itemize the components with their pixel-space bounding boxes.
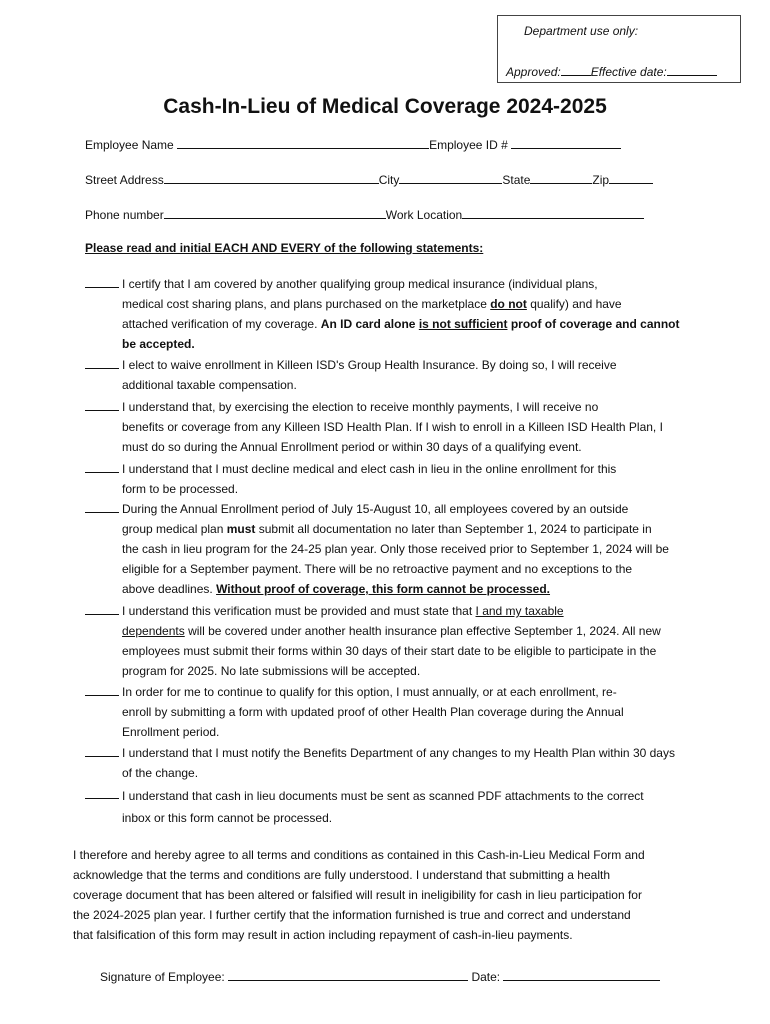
- emphasis-text: proof of coverage and cannot: [507, 317, 680, 331]
- phone-field[interactable]: [164, 206, 386, 219]
- statement-9-line: inbox or this form cannot be processed.: [122, 811, 333, 825]
- emphasis-text: be accepted.: [122, 337, 195, 351]
- statement-2-line: additional taxable compensation.: [122, 378, 297, 392]
- initial-field-6[interactable]: [85, 601, 119, 615]
- employee-id-field[interactable]: [511, 136, 621, 149]
- initial-field-2[interactable]: [85, 355, 119, 369]
- agreement-line: I therefore and hereby agree to all terms and conditions as contained in this Cash-in-Lieu Medical Form and: [73, 848, 645, 862]
- text-run: I understand this verification must be provided and must state that: [122, 604, 476, 618]
- statement-6-line: program for 2025. No late submissions will be accepted.: [122, 664, 421, 678]
- emphasis-text: An ID card alone: [320, 317, 419, 331]
- signature-row: [100, 968, 660, 984]
- signature-label: Signature of Employee:: [100, 970, 225, 984]
- text-run: submit all documentation no later than September 1, 2024 to participate in: [255, 522, 652, 536]
- text-run: attached verification of my coverage.: [122, 317, 321, 331]
- text-run: medical cost sharing plans, and plans purchased on the marketplace: [122, 297, 491, 311]
- effective-date-blank[interactable]: [667, 63, 717, 76]
- city-field[interactable]: [399, 171, 502, 184]
- phone-label: Phone number: [85, 208, 164, 222]
- text-run: qualify) and have: [526, 297, 622, 311]
- agreement-line: coverage document that has been altered or falsified will result in ineligibility for cash in lieu participation for: [73, 888, 642, 902]
- statement-4-line: I understand that I must decline medical and elect cash in lieu in the online enrollment for this: [122, 462, 617, 476]
- text-run: group medical plan: [122, 522, 227, 536]
- statement-1-line: [122, 314, 712, 334]
- statement-1-line: [122, 294, 712, 314]
- statement-5-line: [122, 519, 712, 539]
- street-address-field[interactable]: [164, 171, 379, 184]
- street-address-label: Street Address: [85, 173, 164, 187]
- statement-3-line: benefits or coverage from any Killeen ISD Health Plan. If I wish to enroll in a Killeen ISD Health Plan, I: [122, 420, 663, 434]
- statement-2-line: I elect to waive enrollment in Killeen ISD's Group Health Insurance. By doing so, I will receive: [122, 358, 617, 372]
- initial-field-7[interactable]: [85, 682, 119, 696]
- phone-row: [85, 206, 644, 222]
- initial-field-5[interactable]: [85, 499, 119, 513]
- date-label: Date:: [471, 970, 501, 984]
- signature-field[interactable]: [228, 968, 468, 981]
- approved-blank[interactable]: [561, 63, 591, 76]
- employee-id-label: Employee ID #: [429, 138, 508, 152]
- agreement-line: the 2024-2025 plan year. I further certify that the information furnished is true and correct and understand: [73, 908, 631, 922]
- page-title: Cash-In-Lieu of Medical Coverage 2024-2025: [163, 95, 607, 118]
- work-location-field[interactable]: [462, 206, 644, 219]
- emphasis-text: is not sufficient: [418, 317, 508, 331]
- department-use-label: Department use only:: [524, 24, 639, 38]
- statement-3-line: must do so during the Annual Enrollment period or within 30 days of a qualifying event.: [122, 440, 582, 454]
- statement-1: [85, 274, 725, 354]
- address-row: [85, 171, 653, 187]
- date-field[interactable]: [503, 968, 660, 981]
- statement-7-line: Enrollment period.: [122, 725, 220, 739]
- emphasis-text: must: [226, 522, 256, 536]
- initial-field-9[interactable]: [85, 785, 119, 799]
- statement-7-line: In order for me to continue to qualify for this option, I must annually, or at each enrollment, re-: [122, 685, 617, 699]
- statement-2: [85, 355, 725, 395]
- employee-name-label: Employee Name: [85, 138, 174, 152]
- statement-6-line: [122, 601, 712, 621]
- state-label: State: [502, 173, 531, 187]
- statement-5-line: During the Annual Enrollment period of July 15-August 10, all employees covered by an outside: [122, 502, 629, 516]
- underlined-text: I and my taxable: [475, 604, 564, 618]
- zip-label: Zip: [592, 173, 610, 187]
- emphasis-text: Without proof of coverage, this form cannot be processed.: [216, 582, 551, 596]
- statement-5-line: [122, 579, 712, 599]
- statement-8-line: of the change.: [122, 766, 199, 780]
- statement-3: [85, 397, 725, 457]
- statement-9: [85, 785, 725, 829]
- approved-label: Approved:: [506, 65, 561, 79]
- statement-8-line: I understand that I must notify the Benefits Department of any changes to my Health Plan within 30 days: [122, 746, 675, 760]
- city-label: City: [378, 173, 400, 187]
- statement-5-line: the cash in lieu program for the 24-25 plan year. Only those received prior to September 1, 2024 will be: [122, 542, 669, 556]
- underlined-text: dependents: [122, 624, 185, 638]
- initial-field-8[interactable]: [85, 743, 119, 757]
- statement-5: [85, 499, 725, 599]
- agreement-line: that falsification of this form may result in action including repayment of cash-in-lieu payments.: [73, 928, 573, 942]
- initial-field-3[interactable]: [85, 397, 119, 411]
- statement-4: [85, 459, 725, 499]
- department-use-box: [497, 15, 741, 83]
- statement-1-line: I certify that I am covered by another qualifying group medical insurance (individual plans,: [122, 277, 598, 291]
- state-field[interactable]: [530, 171, 592, 184]
- statement-3-line: I understand that, by exercising the election to receive monthly payments, I will receive no: [122, 400, 599, 414]
- statement-4-line: form to be processed.: [122, 482, 239, 496]
- instructions-heading: Please read and initial EACH AND EVERY of the following statements:: [85, 241, 484, 255]
- emphasis-text: do not: [490, 297, 527, 311]
- approval-line: [506, 63, 717, 79]
- initial-field-1[interactable]: [85, 274, 119, 288]
- statement-5-line: eligible for a September payment. There will be no retroactive payment and no exceptions to the: [122, 562, 633, 576]
- statement-7-line: enroll by submitting a form with updated proof of other Health Plan coverage during the Annual: [122, 705, 624, 719]
- statement-7: [85, 682, 725, 742]
- statement-9-line: I understand that cash in lieu documents must be sent as scanned PDF attachments to the correct: [122, 789, 644, 803]
- initial-field-4[interactable]: [85, 459, 119, 473]
- text-run: above deadlines.: [122, 582, 217, 596]
- statement-6-line: employees must submit their forms within 30 days of their start date to be eligible to participate in the: [122, 644, 657, 658]
- statement-6: [85, 601, 725, 681]
- statement-6-line: [122, 621, 712, 641]
- agreement-line: acknowledge that the terms and conditions are fully understood. I understand that submitting a health: [73, 868, 610, 882]
- agreement-paragraph: [73, 845, 713, 945]
- employee-info-row: [85, 136, 621, 152]
- zip-field[interactable]: [609, 171, 653, 184]
- text-run: will be covered under another health insurance plan effective September 1, 2024. All new: [184, 624, 661, 638]
- employee-name-field[interactable]: [177, 136, 429, 149]
- effective-date-label: Effective date:: [590, 65, 667, 79]
- work-location-label: Work Location: [385, 208, 463, 222]
- statement-8: [85, 743, 725, 783]
